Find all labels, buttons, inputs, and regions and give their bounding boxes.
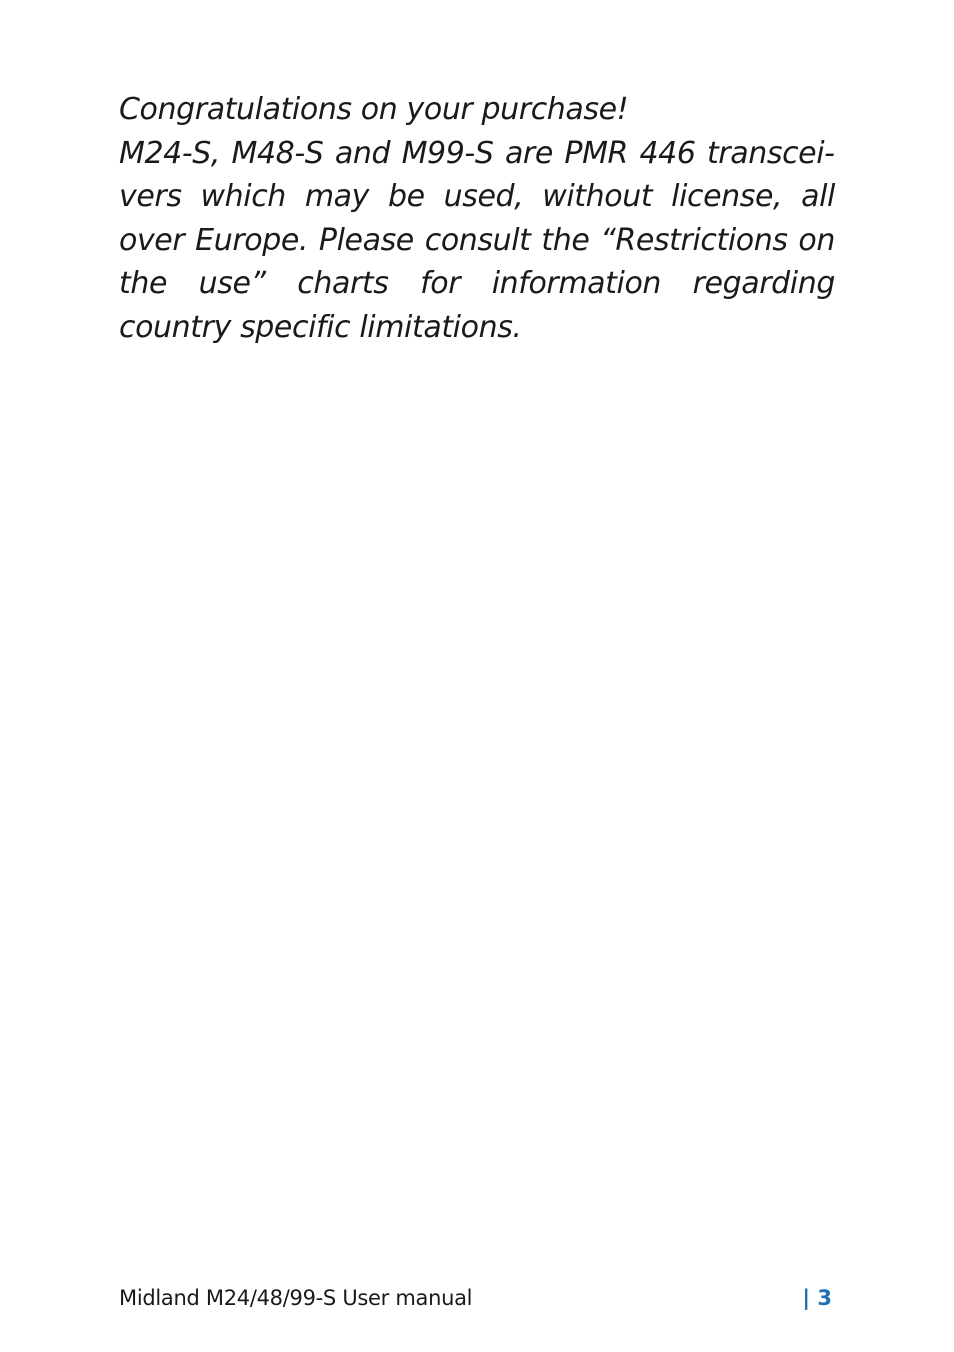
page-number: 3 <box>817 1286 832 1310</box>
intro-section <box>119 88 835 350</box>
page-number-block <box>802 1283 832 1313</box>
page-footer <box>119 1283 832 1313</box>
intro-paragraph: M24-S, M48-S and M99-S are PMR 446 transceivers which may be used, without license, all over Europe. Please consult the “Restrictions on the use” charts for information regarding country specific limitations. <box>119 135 835 345</box>
greeting-text: Congratulations on your purchase! <box>119 92 629 127</box>
page-separator: | <box>802 1286 811 1310</box>
manual-title: Midland M24/48/99-S User manual <box>119 1286 473 1310</box>
